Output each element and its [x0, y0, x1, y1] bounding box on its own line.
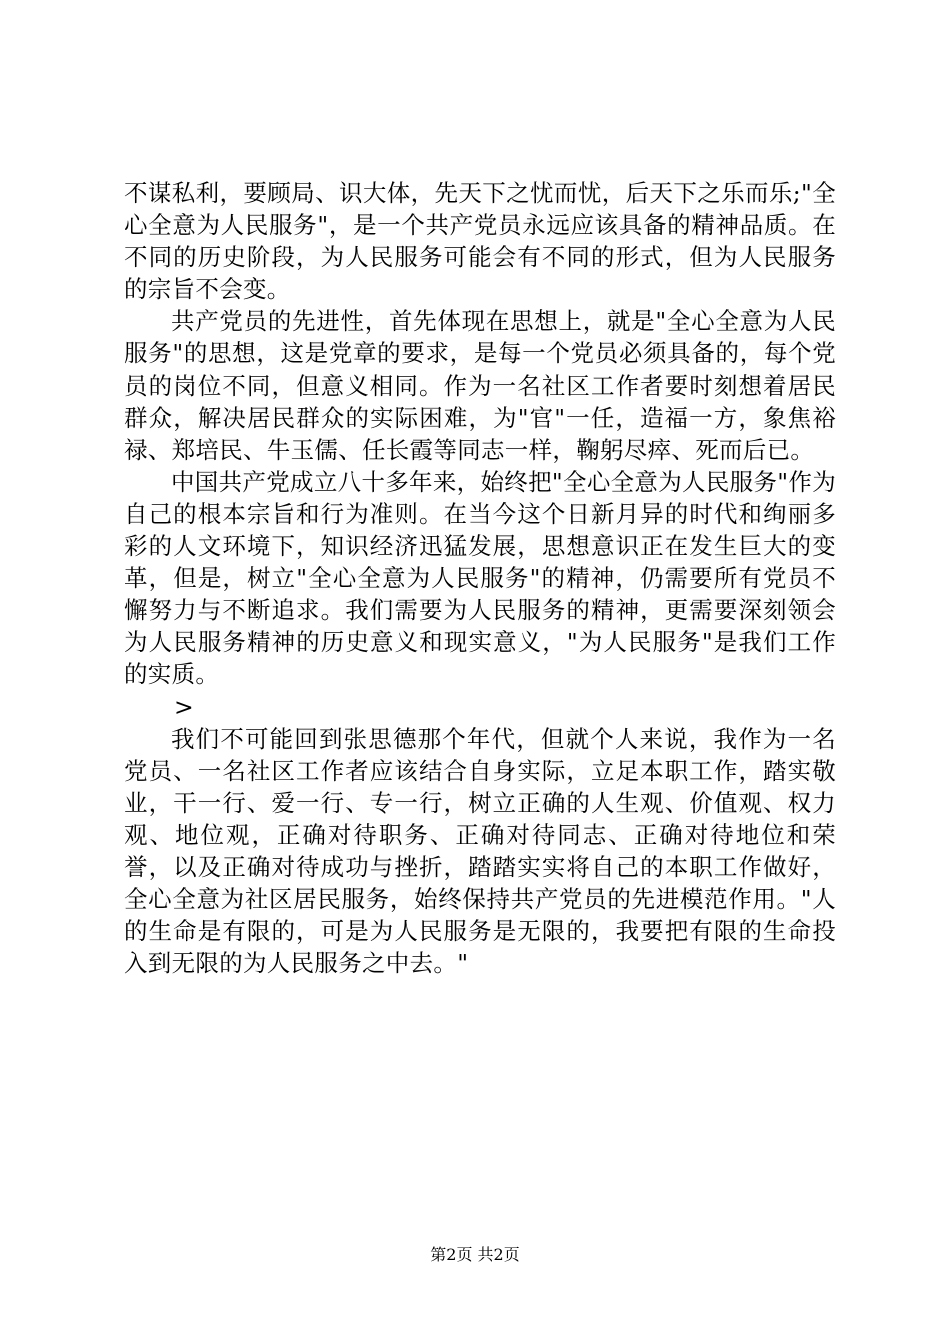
- chevron-marker: >: [174, 692, 194, 721]
- paragraph-2: 共产党员的先进性，首先体现在思想上，就是"全心全意为人民服务"的思想，这是党章的要求，是每一个党员必须具备的，每个党员的岗位不同，但意义相同。作为一名社区工作者要时刻想着居民群众，解决居民群众的实际困难，为"官"一任，造福一方，象焦裕禄、郑培民、牛玉儒、任长霞等同志一样，鞠躬尽瘁、死而后已。: [124, 307, 836, 464]
- paragraph-1: 不谋私利，要顾局、识大体，先天下之忧而忧，后天下之乐而乐;"全心全意为人民服务"，是一个共产党员永远应该具备的精神品质。在不同的历史阶段，为人民服务可能会有不同的形式，但为人民服务的宗旨不会变。: [124, 179, 836, 304]
- paragraph-3: 中国共产党成立八十多年来，始终把"全心全意为人民服务"作为自己的根本宗旨和行为准则。在当今这个日新月异的时代和绚丽多彩的人文环境下，知识经济迅猛发展，思想意识正在发生巨大的变革，但是，树立"全心全意为人民服务"的精神，仍需要所有党员不懈努力与不断追求。我们需要为人民服务的精神，更需要深刻领会为人民服务精神的历史意义和现实意义，"为人民服务"是我们工作的实质。: [124, 467, 836, 689]
- paragraph-4: 我们不可能回到张思德那个年代，但就个人来说，我作为一名党员、一名社区工作者应该结合自身实际，立足本职工作，踏实敬业，干一行、爱一行、专一行，树立正确的人生观、价值观、权力观、地位观，正确对待职务、正确对待同志、正确对待地位和荣誉，以及正确对待成功与挫折，踏踏实实将自己的本职工作做好，全心全意为社区居民服务，始终保持共产党员的先进模范作用。"人的生命是有限的，可是为人民服务是无限的，我要把有限的生命投入到无限的为人民服务之中去。": [124, 724, 836, 978]
- page-footer: 第2页 共2页: [430, 1245, 520, 1264]
- document-body: [124, 177, 836, 979]
